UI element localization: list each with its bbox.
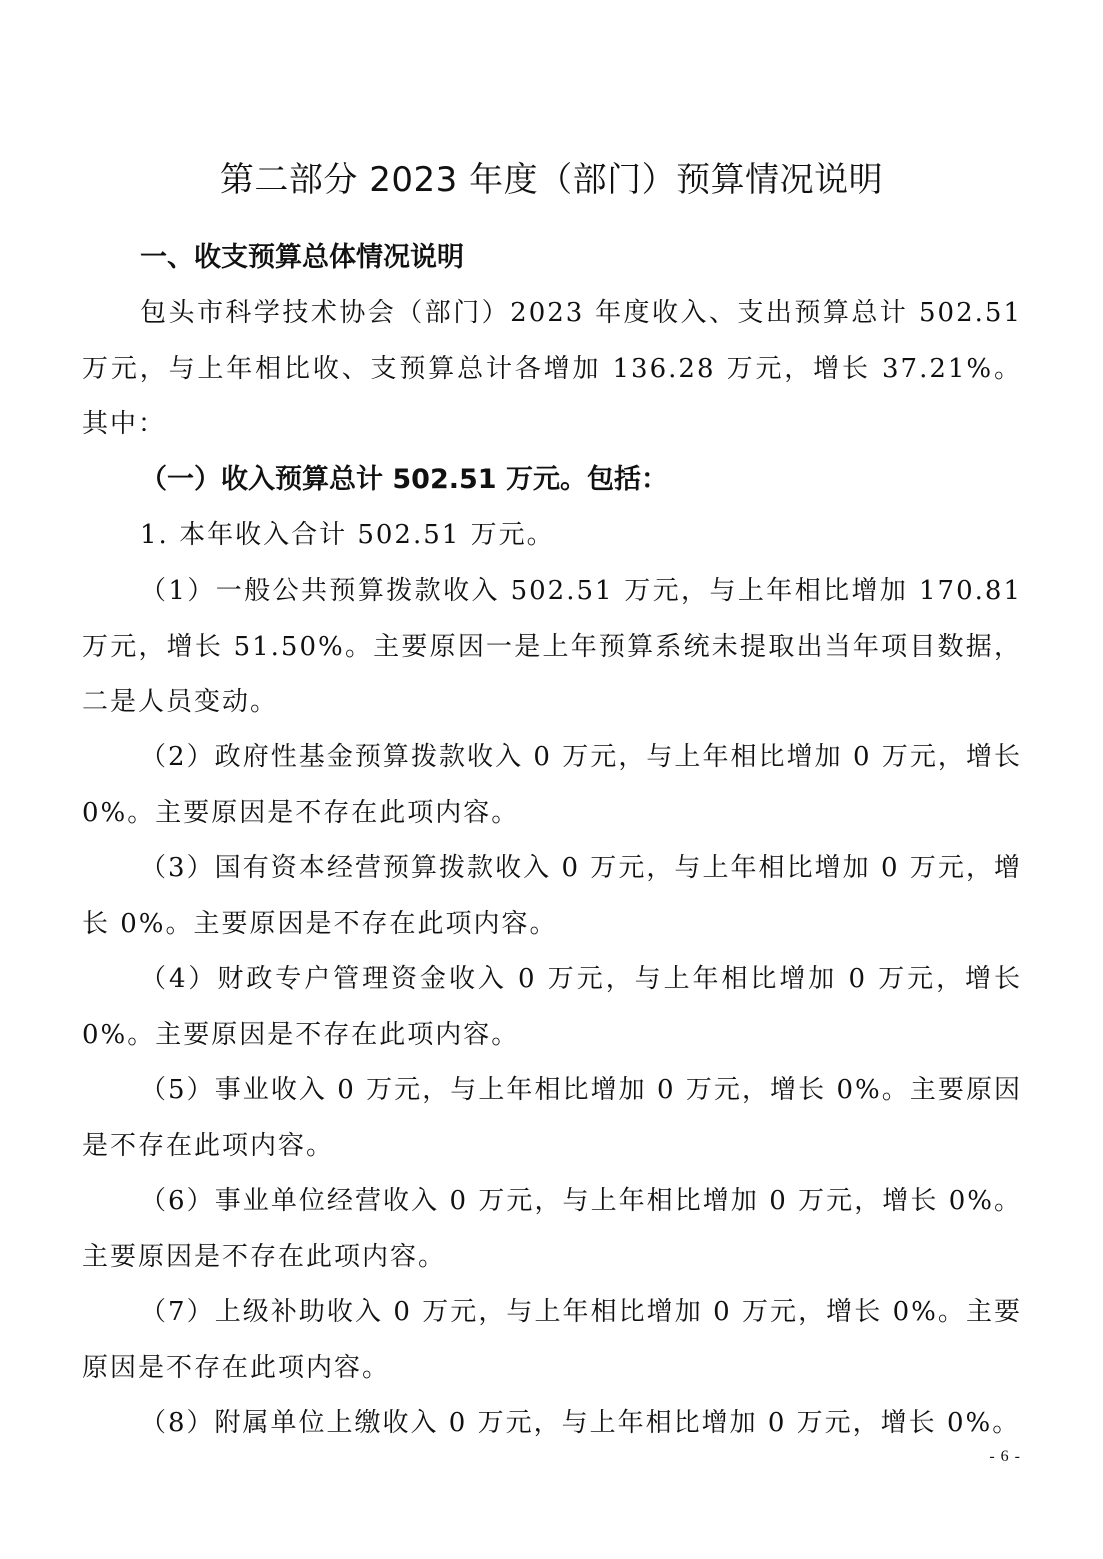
income-item-3: （3）国有资本经营预算拨款收入 0 万元，与上年相比增加 0 万元，增长 0%。主要原因是不存在此项内容。 bbox=[82, 853, 1022, 939]
page-title: 第二部分 2023 年度（部门）预算情况说明 bbox=[219, 160, 884, 200]
income-item-2: （2）政府性基金预算拨款收入 0 万元，与上年相比增加 0 万元，增长 0%。主要原因是不存在此项内容。 bbox=[82, 742, 1022, 828]
income-item-4: （4）财政专户管理资金收入 0 万元，与上年相比增加 0 万元，增长 0%。主要原因是不存在此项内容。 bbox=[82, 964, 1022, 1050]
income-item-8: （8）附属单位上缴收入 0 万元，与上年相比增加 0 万元，增长 0%。 bbox=[140, 1408, 1021, 1438]
income-item-6: （6）事业单位经营收入 0 万元，与上年相比增加 0 万元，增长 0%。主要原因是不存在此项内容。 bbox=[82, 1186, 1022, 1272]
subsection-heading: （一）收入预算总计 502.51 万元。包括： bbox=[140, 464, 668, 495]
income-item-5: （5）事业收入 0 万元，与上年相比增加 0 万元，增长 0%。主要原因是不存在此项内容。 bbox=[82, 1075, 1022, 1161]
page-number: - 6 - bbox=[989, 1448, 1021, 1465]
income-item-7: （7）上级补助收入 0 万元，与上年相比增加 0 万元，增长 0%。主要原因是不存在此项内容。 bbox=[82, 1297, 1022, 1383]
section-heading: 一、收支预算总体情况说明 bbox=[140, 242, 464, 273]
intro-paragraph: 包头市科学技术协会（部门）2023 年度收入、支出预算总计 502.51 万元，与上年相比收、支预算总计各增加 136.28 万元，增长 37.21%。其中： bbox=[82, 298, 1022, 439]
income-total-paragraph: 1. 本年收入合计 502.51 万元。 bbox=[140, 520, 555, 550]
income-item-1: （1）一般公共预算拨款收入 502.51 万元，与上年相比增加 170.81 万元，增长 51.50%。主要原因一是上年预算系统未提取出当年项目数据，二是人员变动。 bbox=[82, 576, 1022, 717]
